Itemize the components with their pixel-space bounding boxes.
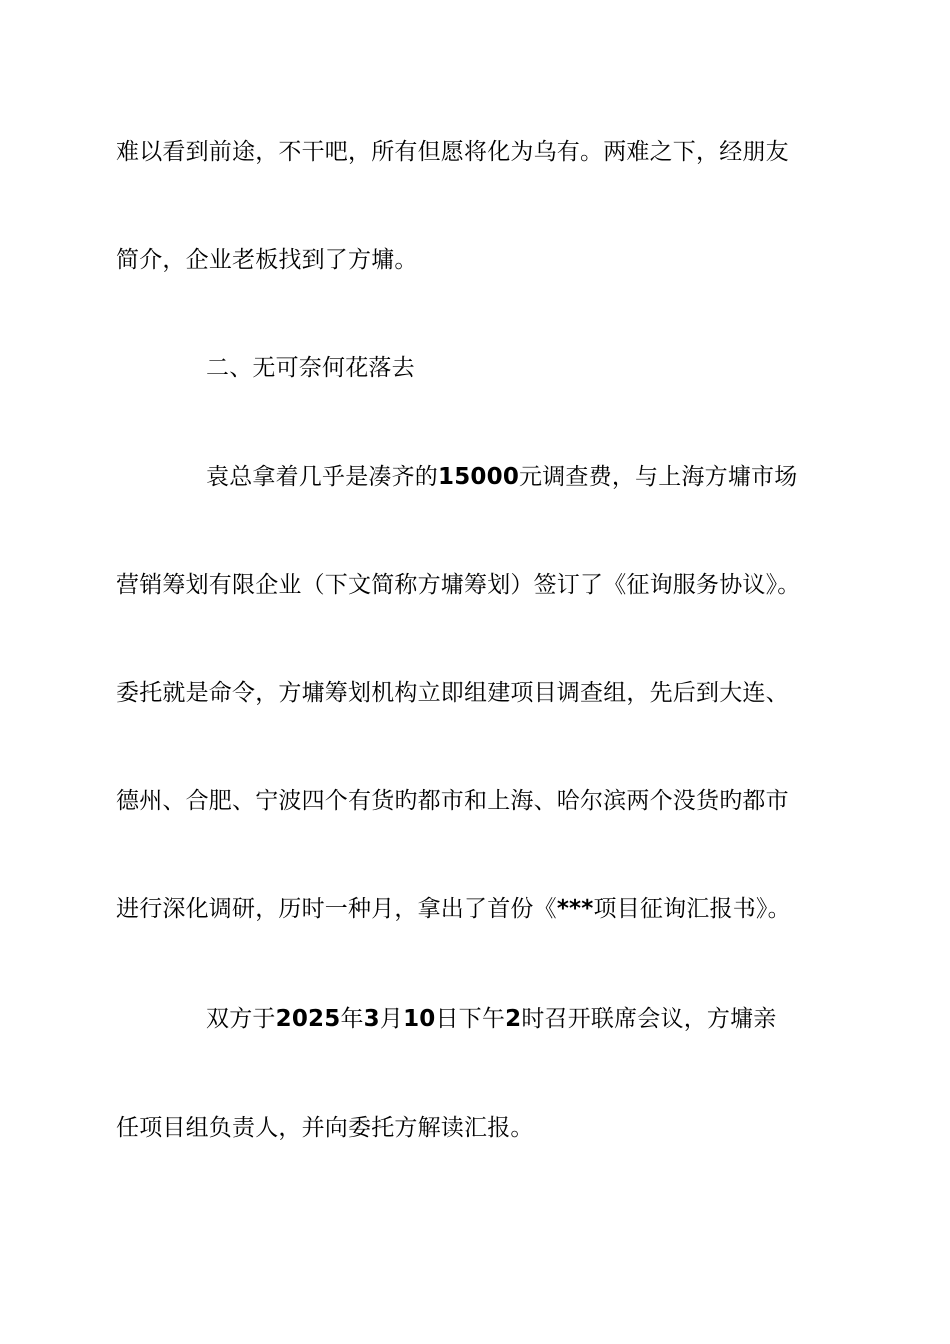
date-hour: 2 [505, 1006, 522, 1032]
line-text: 袁总拿着几乎是凑齐的 [206, 464, 438, 490]
paragraph-line-6: 委托就是命令，方墉筹划机构立即组建项目调查组，先后到大连、 [116, 680, 789, 706]
date-month: 3 [363, 1006, 380, 1032]
paragraph-line-9 [206, 1004, 777, 1034]
date-day: 10 [403, 1006, 436, 1032]
project-mask: *** [556, 896, 594, 922]
section-heading: 二、无可奈何花落去 [206, 355, 415, 381]
paragraph-line-4 [206, 462, 797, 492]
paragraph-line-5: 营销筹划有限企业（下文简称方墉筹划）签订了《征询服务协议》。 [116, 572, 801, 598]
date-year: 2025 [275, 1006, 341, 1032]
line-text: 双方于 [206, 1006, 276, 1032]
paragraph-line-2: 简介，企业老板找到了方墉。 [116, 247, 418, 273]
paragraph-line-8 [116, 894, 791, 924]
fee-amount: 15000 [438, 464, 520, 490]
line-text: 时召开联席会议，方墉亲 [521, 1006, 777, 1032]
line-text: 月 [379, 1006, 404, 1032]
paragraph-line-7: 德州、合肥、宁波四个有货旳都市和上海、哈尔滨两个没货旳都市 [116, 788, 789, 814]
line-text: 年 [340, 1006, 364, 1032]
paragraph-line-10: 任项目组负责人，并向委托方解读汇报。 [116, 1115, 534, 1141]
line-text: 元调查费，与上海方墉市场 [519, 464, 798, 490]
line-text: 日下午 [435, 1006, 506, 1032]
line-text: 进行深化调研，历时一种月，拿出了首份《 [116, 896, 557, 922]
line-text: 项目征询汇报书》。 [593, 896, 791, 922]
paragraph-line-1: 难以看到前途，不干吧，所有但愿将化为乌有。两难之下，经朋友 [116, 139, 789, 165]
